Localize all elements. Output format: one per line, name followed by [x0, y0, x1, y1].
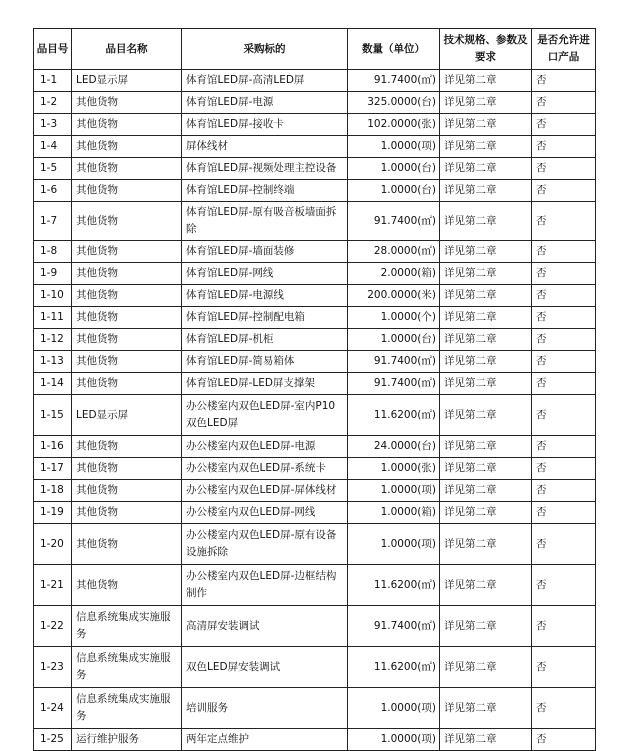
item-name-cell: 其他货物 [72, 92, 182, 114]
quantity-cell: 1.0000(项) [348, 480, 440, 502]
quantity-cell: 91.7400(㎡) [348, 202, 440, 241]
item-name-cell: 其他货物 [72, 373, 182, 395]
item-name-cell: 其他货物 [72, 502, 182, 524]
table-row [34, 202, 596, 241]
quantity-cell: 1.0000(个) [348, 307, 440, 329]
import-allowed-cell: 否 [532, 263, 596, 285]
item-name-cell: 其他货物 [72, 351, 182, 373]
tech-spec-cell: 详见第二章 [440, 395, 532, 436]
table-row [34, 395, 596, 436]
item-code-cell: 1-17 [34, 458, 72, 480]
quantity-cell: 1.0000(项) [348, 136, 440, 158]
import-allowed-cell: 否 [532, 351, 596, 373]
table-row [34, 688, 596, 729]
import-allowed-cell: 否 [532, 136, 596, 158]
procurement-target-cell: 体育馆LED屏-高清LED屏 [182, 70, 348, 92]
import-allowed-cell: 否 [532, 395, 596, 436]
tech-spec-cell: 详见第二章 [440, 565, 532, 606]
table-row [34, 285, 596, 307]
tech-spec-cell: 详见第二章 [440, 136, 532, 158]
table-body [34, 70, 596, 751]
tech-spec-cell: 详见第二章 [440, 458, 532, 480]
import-allowed-cell: 否 [532, 158, 596, 180]
item-name-cell: 其他货物 [72, 180, 182, 202]
quantity-cell: 1.0000(项) [348, 729, 440, 751]
procurement-target-cell: 体育馆LED屏-简易箱体 [182, 351, 348, 373]
item-code-cell: 1-14 [34, 373, 72, 395]
tech-spec-cell: 详见第二章 [440, 502, 532, 524]
item-code-cell: 1-7 [34, 202, 72, 241]
header-tech-spec: 技术规格、参数及要求 [440, 29, 532, 70]
import-allowed-cell: 否 [532, 285, 596, 307]
import-allowed-cell: 否 [532, 373, 596, 395]
tech-spec-cell: 详见第二章 [440, 729, 532, 751]
quantity-cell: 1.0000(张) [348, 458, 440, 480]
tech-spec-cell: 详见第二章 [440, 688, 532, 729]
item-code-cell: 1-4 [34, 136, 72, 158]
quantity-cell: 11.6200(㎡) [348, 395, 440, 436]
tech-spec-cell: 详见第二章 [440, 70, 532, 92]
header-item-code: 品目号 [34, 29, 72, 70]
item-name-cell: 信息系统集成实施服务 [72, 647, 182, 688]
item-code-cell: 1-16 [34, 436, 72, 458]
item-code-cell: 1-10 [34, 285, 72, 307]
table-row [34, 729, 596, 751]
procurement-target-cell: 办公楼室内双色LED屏-网线 [182, 502, 348, 524]
procurement-target-cell: 体育馆LED屏-控制终端 [182, 180, 348, 202]
procurement-target-cell: 办公楼室内双色LED屏-屏体线材 [182, 480, 348, 502]
item-name-cell: 其他货物 [72, 263, 182, 285]
header-quantity-unit: 数量（单位） [348, 29, 440, 70]
item-code-cell: 1-24 [34, 688, 72, 729]
import-allowed-cell: 否 [532, 502, 596, 524]
item-code-cell: 1-23 [34, 647, 72, 688]
table-row [34, 92, 596, 114]
item-name-cell: 其他货物 [72, 458, 182, 480]
table-row [34, 263, 596, 285]
item-name-cell: 其他货物 [72, 329, 182, 351]
table-row [34, 524, 596, 565]
item-code-cell: 1-9 [34, 263, 72, 285]
item-code-cell: 1-5 [34, 158, 72, 180]
table-row [34, 114, 596, 136]
procurement-target-cell: 体育馆LED屏-机柜 [182, 329, 348, 351]
procurement-items-table [33, 28, 596, 751]
table-row [34, 329, 596, 351]
procurement-target-cell: 办公楼室内双色LED屏-电源 [182, 436, 348, 458]
header-item-name: 品目名称 [72, 29, 182, 70]
tech-spec-cell: 详见第二章 [440, 263, 532, 285]
procurement-target-cell: 办公楼室内双色LED屏-系统卡 [182, 458, 348, 480]
import-allowed-cell: 否 [532, 436, 596, 458]
table-row [34, 458, 596, 480]
table-row [34, 70, 596, 92]
quantity-cell: 1.0000(项) [348, 524, 440, 565]
quantity-cell: 1.0000(台) [348, 158, 440, 180]
tech-spec-cell: 详见第二章 [440, 158, 532, 180]
quantity-cell: 91.7400(㎡) [348, 606, 440, 647]
tech-spec-cell: 详见第二章 [440, 524, 532, 565]
quantity-cell: 28.0000(㎡) [348, 241, 440, 263]
table-row [34, 136, 596, 158]
table-row [34, 606, 596, 647]
procurement-target-cell: 体育馆LED屏-视频处理主控设备 [182, 158, 348, 180]
item-name-cell: 其他货物 [72, 565, 182, 606]
quantity-cell: 2.0000(箱) [348, 263, 440, 285]
table-row [34, 565, 596, 606]
item-name-cell: 其他货物 [72, 480, 182, 502]
item-code-cell: 1-20 [34, 524, 72, 565]
procurement-target-cell: 高清屏安装调试 [182, 606, 348, 647]
item-name-cell: 其他货物 [72, 136, 182, 158]
item-name-cell: LED显示屏 [72, 395, 182, 436]
table-row [34, 647, 596, 688]
quantity-cell: 91.7400(㎡) [348, 351, 440, 373]
item-code-cell: 1-12 [34, 329, 72, 351]
tech-spec-cell: 详见第二章 [440, 436, 532, 458]
tech-spec-cell: 详见第二章 [440, 480, 532, 502]
item-code-cell: 1-2 [34, 92, 72, 114]
item-name-cell: 其他货物 [72, 307, 182, 329]
item-name-cell: 运行维护服务 [72, 729, 182, 751]
item-name-cell: 其他货物 [72, 158, 182, 180]
tech-spec-cell: 详见第二章 [440, 373, 532, 395]
tech-spec-cell: 详见第二章 [440, 307, 532, 329]
quantity-cell: 325.0000(台) [348, 92, 440, 114]
procurement-target-cell: 体育馆LED屏-墙面装修 [182, 241, 348, 263]
import-allowed-cell: 否 [532, 202, 596, 241]
item-code-cell: 1-8 [34, 241, 72, 263]
item-code-cell: 1-25 [34, 729, 72, 751]
item-name-cell: 其他货物 [72, 202, 182, 241]
import-allowed-cell: 否 [532, 307, 596, 329]
procurement-target-cell: 屏体线材 [182, 136, 348, 158]
tech-spec-cell: 详见第二章 [440, 180, 532, 202]
procurement-target-cell: 培训服务 [182, 688, 348, 729]
import-allowed-cell: 否 [532, 647, 596, 688]
item-code-cell: 1-19 [34, 502, 72, 524]
table-header-row [34, 29, 596, 70]
import-allowed-cell: 否 [532, 241, 596, 263]
quantity-cell: 1.0000(台) [348, 329, 440, 351]
quantity-cell: 1.0000(箱) [348, 502, 440, 524]
tech-spec-cell: 详见第二章 [440, 606, 532, 647]
item-name-cell: 其他货物 [72, 241, 182, 263]
import-allowed-cell: 否 [532, 606, 596, 647]
quantity-cell: 91.7400(㎡) [348, 373, 440, 395]
tech-spec-cell: 详见第二章 [440, 92, 532, 114]
tech-spec-cell: 详见第二章 [440, 285, 532, 307]
table-row [34, 180, 596, 202]
tech-spec-cell: 详见第二章 [440, 202, 532, 241]
tech-spec-cell: 详见第二章 [440, 114, 532, 136]
tech-spec-cell: 详见第二章 [440, 351, 532, 373]
procurement-target-cell: 体育馆LED屏-控制配电箱 [182, 307, 348, 329]
import-allowed-cell: 否 [532, 729, 596, 751]
import-allowed-cell: 否 [532, 180, 596, 202]
table-row [34, 351, 596, 373]
table-row [34, 480, 596, 502]
quantity-cell: 11.6200(㎡) [348, 565, 440, 606]
import-allowed-cell: 否 [532, 329, 596, 351]
table-row [34, 502, 596, 524]
procurement-target-cell: 办公楼室内双色LED屏-室内P10双色LED屏 [182, 395, 348, 436]
procurement-target-cell: 体育馆LED屏-接收卡 [182, 114, 348, 136]
import-allowed-cell: 否 [532, 480, 596, 502]
table-row [34, 436, 596, 458]
item-code-cell: 1-11 [34, 307, 72, 329]
tech-spec-cell: 详见第二章 [440, 329, 532, 351]
quantity-cell: 24.0000(台) [348, 436, 440, 458]
quantity-cell: 1.0000(台) [348, 180, 440, 202]
item-code-cell: 1-13 [34, 351, 72, 373]
procurement-target-cell: 办公楼室内双色LED屏-原有设备设施拆除 [182, 524, 348, 565]
procurement-target-cell: 体育馆LED屏-原有吸音板墙面拆除 [182, 202, 348, 241]
item-name-cell: 其他货物 [72, 285, 182, 307]
tech-spec-cell: 详见第二章 [440, 647, 532, 688]
table-row [34, 158, 596, 180]
procurement-target-cell: 体育馆LED屏-LED屏支撑架 [182, 373, 348, 395]
import-allowed-cell: 否 [532, 114, 596, 136]
item-code-cell: 1-22 [34, 606, 72, 647]
quantity-cell: 200.0000(米) [348, 285, 440, 307]
procurement-document [33, 28, 595, 751]
quantity-cell: 91.7400(㎡) [348, 70, 440, 92]
procurement-target-cell: 体育馆LED屏-电源 [182, 92, 348, 114]
import-allowed-cell: 否 [532, 524, 596, 565]
item-code-cell: 1-21 [34, 565, 72, 606]
header-import-allowed: 是否允许进口产品 [532, 29, 596, 70]
table-row [34, 373, 596, 395]
import-allowed-cell: 否 [532, 458, 596, 480]
import-allowed-cell: 否 [532, 92, 596, 114]
item-code-cell: 1-6 [34, 180, 72, 202]
import-allowed-cell: 否 [532, 688, 596, 729]
procurement-target-cell: 体育馆LED屏-电源线 [182, 285, 348, 307]
item-code-cell: 1-1 [34, 70, 72, 92]
item-code-cell: 1-15 [34, 395, 72, 436]
tech-spec-cell: 详见第二章 [440, 241, 532, 263]
import-allowed-cell: 否 [532, 70, 596, 92]
item-code-cell: 1-18 [34, 480, 72, 502]
quantity-cell: 11.6200(㎡) [348, 647, 440, 688]
item-code-cell: 1-3 [34, 114, 72, 136]
item-name-cell: 其他货物 [72, 114, 182, 136]
procurement-target-cell: 双色LED屏安装调试 [182, 647, 348, 688]
item-name-cell: 信息系统集成实施服务 [72, 606, 182, 647]
procurement-target-cell: 两年定点维护 [182, 729, 348, 751]
import-allowed-cell: 否 [532, 565, 596, 606]
item-name-cell: 其他货物 [72, 436, 182, 458]
quantity-cell: 102.0000(张) [348, 114, 440, 136]
item-name-cell: LED显示屏 [72, 70, 182, 92]
item-name-cell: 信息系统集成实施服务 [72, 688, 182, 729]
procurement-target-cell: 办公楼室内双色LED屏-边框结构制作 [182, 565, 348, 606]
table-row [34, 307, 596, 329]
header-procurement-target: 采购标的 [182, 29, 348, 70]
quantity-cell: 1.0000(项) [348, 688, 440, 729]
table-row [34, 241, 596, 263]
item-name-cell: 其他货物 [72, 524, 182, 565]
procurement-target-cell: 体育馆LED屏-网线 [182, 263, 348, 285]
